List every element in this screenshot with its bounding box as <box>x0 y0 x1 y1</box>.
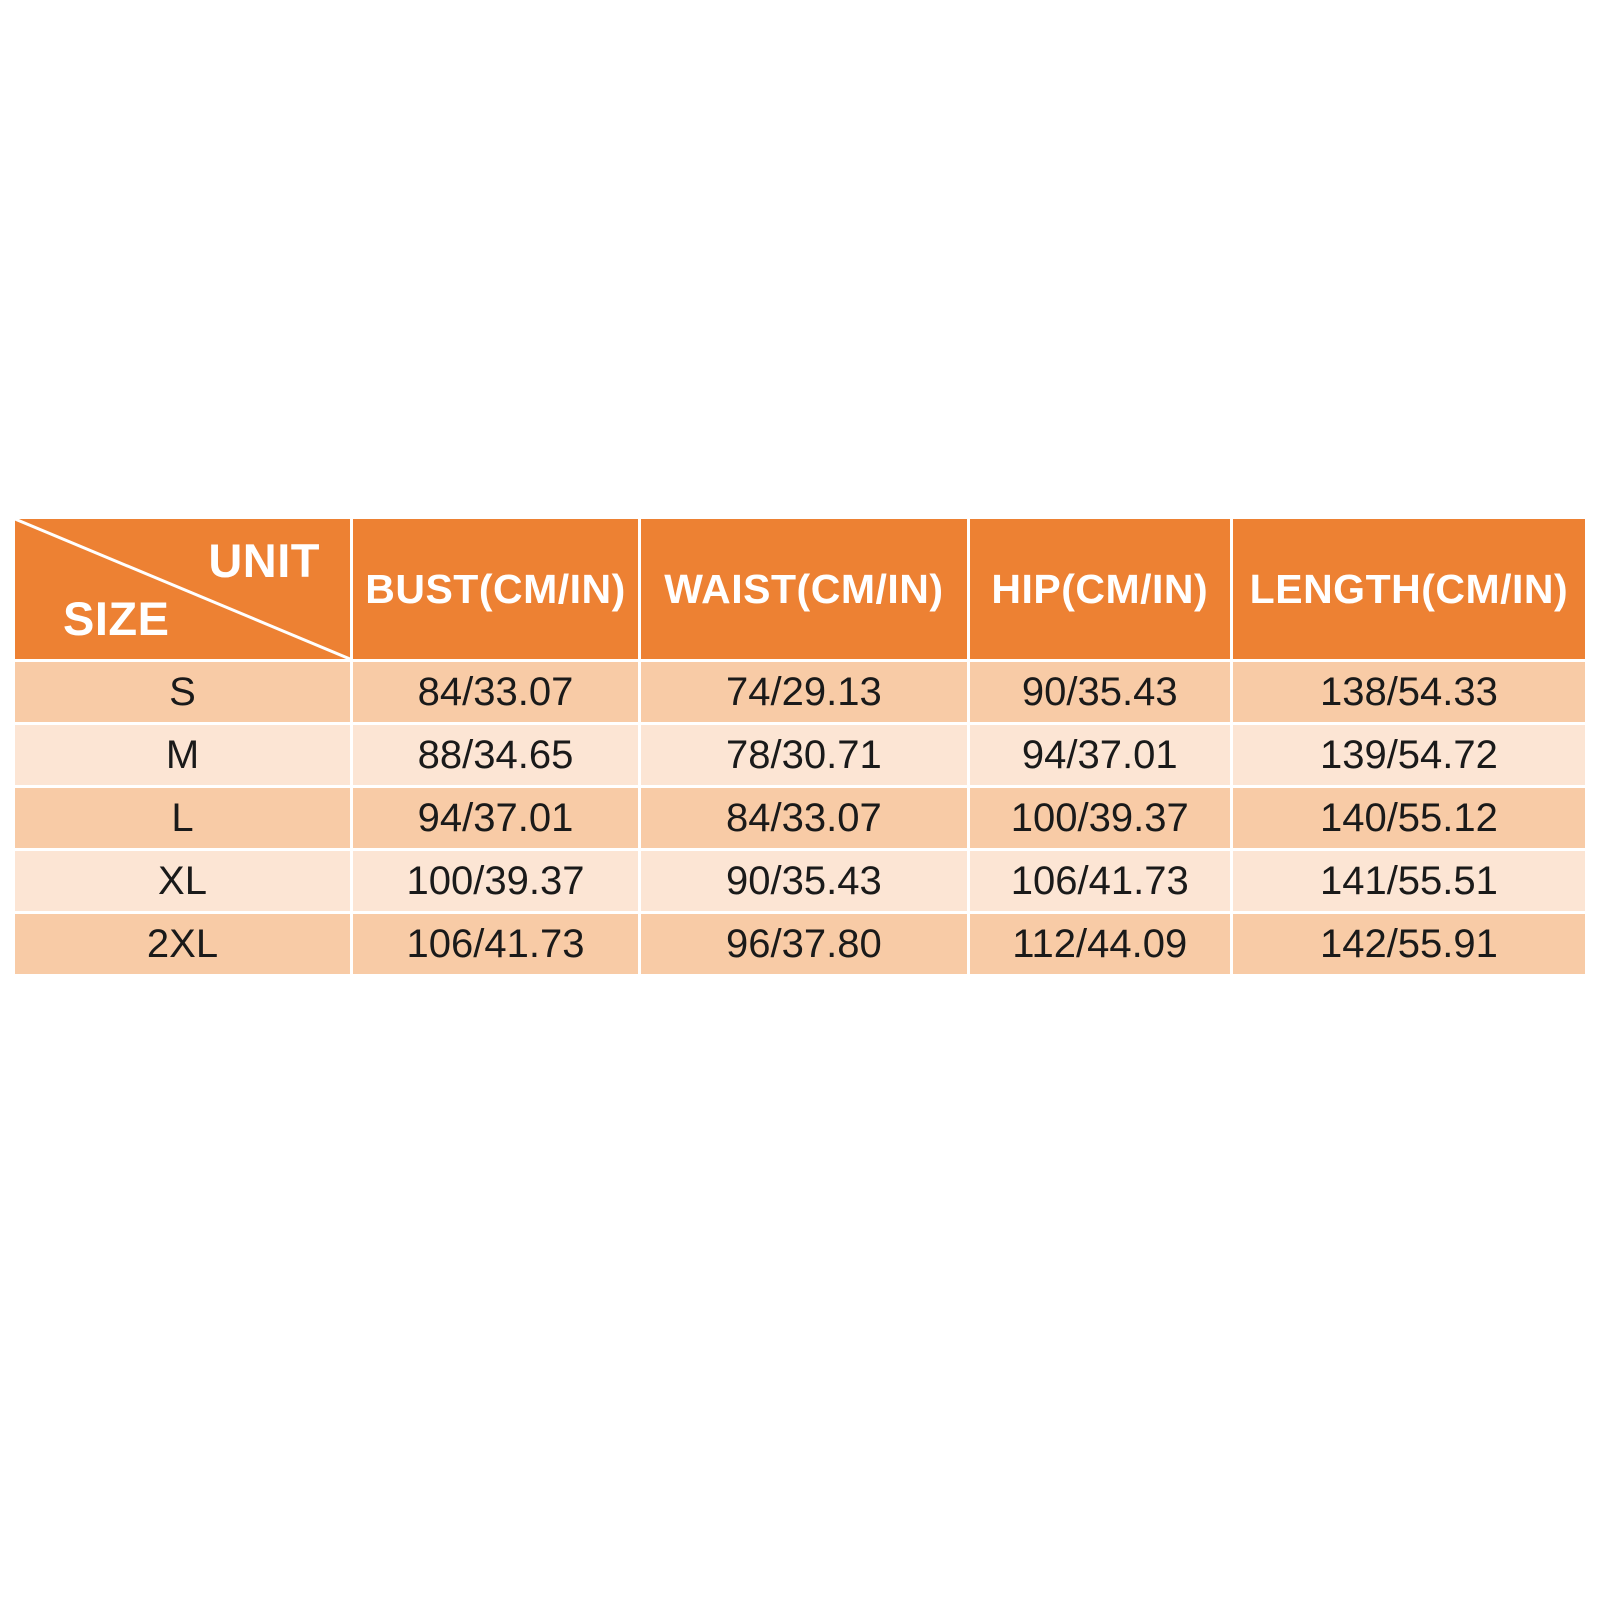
waist-cell: 78/30.71 <box>641 725 967 785</box>
column-header-length: LENGTH(CM/IN) <box>1233 519 1585 659</box>
corner-size-label: SIZE <box>63 592 170 646</box>
waist-cell: 84/33.07 <box>641 788 967 848</box>
corner-unit-size-cell <box>15 519 350 659</box>
length-cell: 139/54.72 <box>1233 725 1585 785</box>
corner-unit-label: UNIT <box>208 534 320 587</box>
header-row <box>15 519 1585 659</box>
length-cell: 142/55.91 <box>1233 914 1585 974</box>
size-chart-table <box>12 516 1588 977</box>
bust-cell: 100/39.37 <box>353 851 638 911</box>
column-header-hip: HIP(CM/IN) <box>970 519 1230 659</box>
bust-cell: 106/41.73 <box>353 914 638 974</box>
length-cell: 141/55.51 <box>1233 851 1585 911</box>
waist-cell: 90/35.43 <box>641 851 967 911</box>
bust-cell: 84/33.07 <box>353 662 638 722</box>
size-cell: S <box>15 662 350 722</box>
bust-cell: 88/34.65 <box>353 725 638 785</box>
column-header-bust: BUST(CM/IN) <box>353 519 638 659</box>
length-cell: 140/55.12 <box>1233 788 1585 848</box>
hip-cell: 100/39.37 <box>970 788 1230 848</box>
table-row <box>15 725 1585 785</box>
table-row <box>15 914 1585 974</box>
hip-cell: 106/41.73 <box>970 851 1230 911</box>
waist-cell: 96/37.80 <box>641 914 967 974</box>
hip-cell: 90/35.43 <box>970 662 1230 722</box>
size-cell: XL <box>15 851 350 911</box>
hip-cell: 112/44.09 <box>970 914 1230 974</box>
table-row <box>15 788 1585 848</box>
size-cell: L <box>15 788 350 848</box>
table-row <box>15 851 1585 911</box>
column-header-waist: WAIST(CM/IN) <box>641 519 967 659</box>
length-cell: 138/54.33 <box>1233 662 1585 722</box>
bust-cell: 94/37.01 <box>353 788 638 848</box>
size-cell: 2XL <box>15 914 350 974</box>
table-row <box>15 662 1585 722</box>
size-cell: M <box>15 725 350 785</box>
waist-cell: 74/29.13 <box>641 662 967 722</box>
hip-cell: 94/37.01 <box>970 725 1230 785</box>
